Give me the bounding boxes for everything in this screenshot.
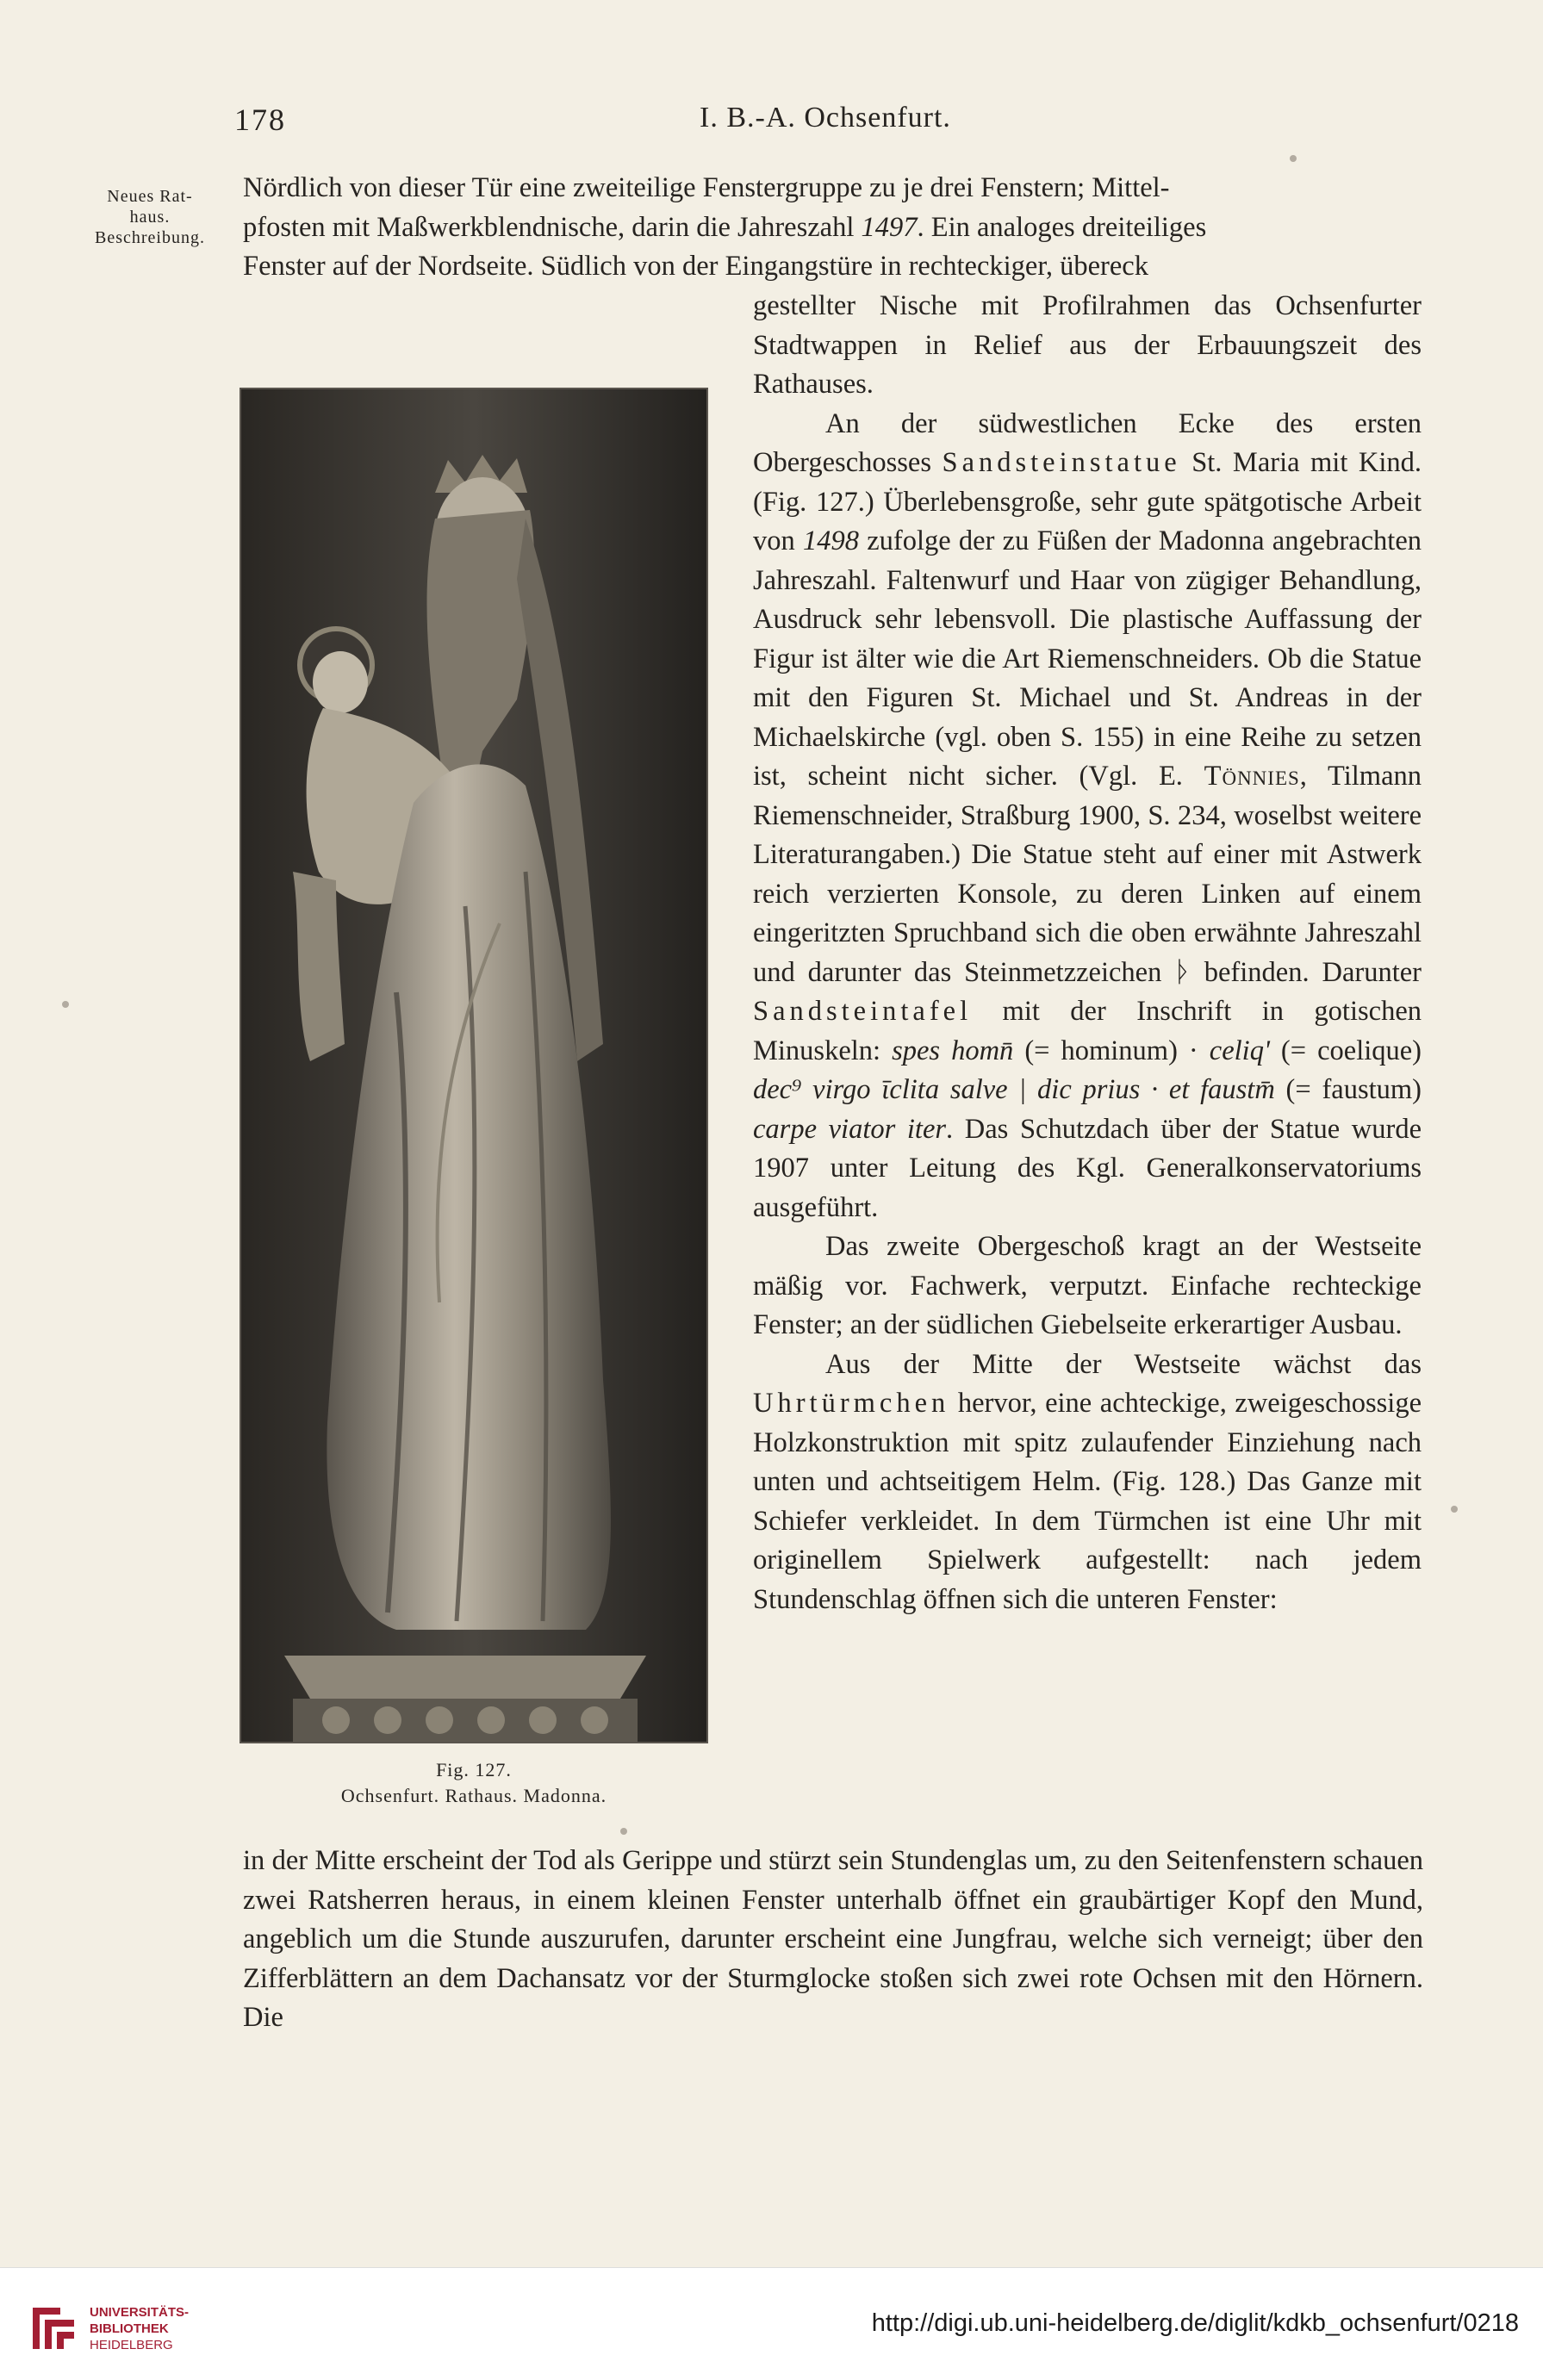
text-line: pfosten mit Maßwerkblendnische, darin die Jahreszahl [243,211,862,243]
paragraph-clock-tower [753,1345,1422,1620]
figure-caption-text: Ochsenfurt. Rathaus. Madonna. [340,1785,607,1806]
text-run: . Das Schutzdach über der Statue wurde 1907 unter Leitung des Kgl. Generalkonservatoriums ausgeführt. [753,1113,1422,1223]
page-header [0,102,1543,145]
inscription-text: spes homn̄ [892,1035,1014,1066]
permalink-url[interactable]: http://digi.ub.uni-heidelberg.de/diglit/kdkb_ochsenfurt/0218 [871,2309,1519,2337]
opening-paragraph [243,169,1423,287]
text-run: mit der Inschrift in gotischen Minuskeln: [753,996,1422,1066]
figure-caption [215,1757,732,1809]
inscription-text: carpe viator iter [753,1113,947,1145]
paragraph-statue [753,405,1422,1228]
spaced-term: Uhrtürmchen [753,1388,950,1419]
paragraph-upper-floor: Das zweite Obergeschoß kragt an der Westseite mäßig vor. Fachwerk, verputzt. Einfache rechteckige Fenster; an der südlichen Giebelseite erkerartiger Ausbau. [753,1231,1422,1340]
library-name-line: HEIDELBERG [90,2338,173,2352]
text-line: . Ein analoges dreiteiliges [917,211,1207,243]
author-name: Tönnies [1204,761,1300,792]
mason-mark-icon: ᚦ [1174,956,1191,988]
scan-speck [62,1001,69,1008]
right-column-text [753,287,1422,1619]
text-run: , Tilmann Riemenschneider, Straßburg 1900, S. 234, woselbst weitere Literaturangaben.) Die Statue steht auf einer mit Astwerk reich verzierten Konsole, zu deren Linken auf einem eingeritzten Spruchband sich die oben erwähnte Jahreszahl und darunter das Steinmetzzeichen [753,761,1422,988]
closing-paragraph [243,1842,1423,2038]
text-run: (= coelique) [1269,1035,1422,1066]
text-line: Fenster auf der Nordseite. Südlich von der Eingangstüre in rechteckiger, übereck [243,251,1148,282]
madonna-statue-icon [241,389,706,1742]
spaced-term: Sandsteintafel [753,996,973,1027]
year-1497: 1497 [861,211,918,243]
library-footer [0,2267,1543,2380]
library-name [90,2304,189,2353]
paragraph-continuation: gestellter Nische mit Profilrahmen das Ochsenfurter Stadtwappen in Relief aus der Erbauungszeit des Rathauses. [753,290,1422,400]
margin-note [72,186,227,248]
figure-127-madonna-photo [240,388,708,1743]
page-number: 178 [234,103,286,137]
text-line: Nördlich von dieser Tür eine zweiteilige Fenstergruppe zu je drei Fenstern; Mittel- [243,172,1170,203]
year-1498: 1498 [803,525,859,556]
text-run: An der südwestlichen Ecke des ersten Obergeschosses [753,407,1422,478]
spaced-term: Sandsteinstatue [942,447,1181,478]
inscription-text: dec⁹ virgo ῑclita salve | dic prius · et faustm̄ [753,1074,1275,1105]
scan-speck [1290,155,1297,162]
margin-note-line: haus. [129,208,171,227]
inscription-text: celiq' [1209,1035,1270,1066]
text-run: (= faustum) [1274,1074,1422,1105]
text-run: zufolge der zu Füßen der Madonna angebrachten Jahreszahl. Faltenwurf und Haar von zügiger Behandlung, Ausdruck sehr lebensvoll. Die plastische Auffassung der Figur ist älter wie die Art Riemenschneiders. Ob die Statue mit den Figuren St. Michael und St. Andreas in der Michaelskirche (vgl. oben S. 155) in eine Reihe zu setzen ist, scheint nicht sicher. (Vgl. E. [753,525,1422,792]
text-run: Aus der Mitte der Westseite wächst das [825,1348,1422,1380]
text-run: hervor, eine achteckige, zweigeschossige Holzkonstruktion mit spitz zulaufender Einziehung nach unten und achtseitigem Helm. (Fig. 128.) Das Ganze mit Schiefer verkleidet. In dem Türmchen ist eine Uhr mit originellem Spielwerk aufgestellt: nach jedem Stundenschlag öffnen sich die unteren Fenster: [753,1388,1422,1615]
text-run: (= hominum) · [1013,1035,1210,1066]
margin-note-line: Beschreibung. [95,228,205,247]
scan-speck [1451,1506,1458,1513]
margin-note-line: Neues Rat- [107,187,193,206]
text-run: St. Maria mit Kind. (Fig. 127.) Überlebensgroße, sehr gute spätgotische Arbeit von [753,447,1422,556]
figure-label: Fig. 127. [436,1759,512,1780]
running-title: I. B.-A. Ochsenfurt. [700,102,951,134]
closing-paragraph-text: in der Mitte erscheint der Tod als Gerippe und stürzt sein Stundenglas um, zu den Seitenfenstern schauen zwei Ratsherren heraus, in einem kleinen Fenster unterhalb öffnet ein graubärtiger Kopf den Mund, angeblich um die Stunde auszurufen, darunter erscheint eine Jungfrau, welche sich verneigt; über den Zifferblättern an dem Dachansatz vor der Sturmglocke stoßen sich zwei rote Ochsen mit den Hörnern. Die [243,1845,1423,2033]
ub-heidelberg-logo-icon [26,2301,81,2356]
library-name-line: BIBLIOTHEK [90,2321,169,2336]
scan-speck [620,1828,627,1835]
library-name-line: UNIVERSITÄTS- [90,2305,190,2320]
text-run: befinden. Darunter [1191,956,1422,988]
